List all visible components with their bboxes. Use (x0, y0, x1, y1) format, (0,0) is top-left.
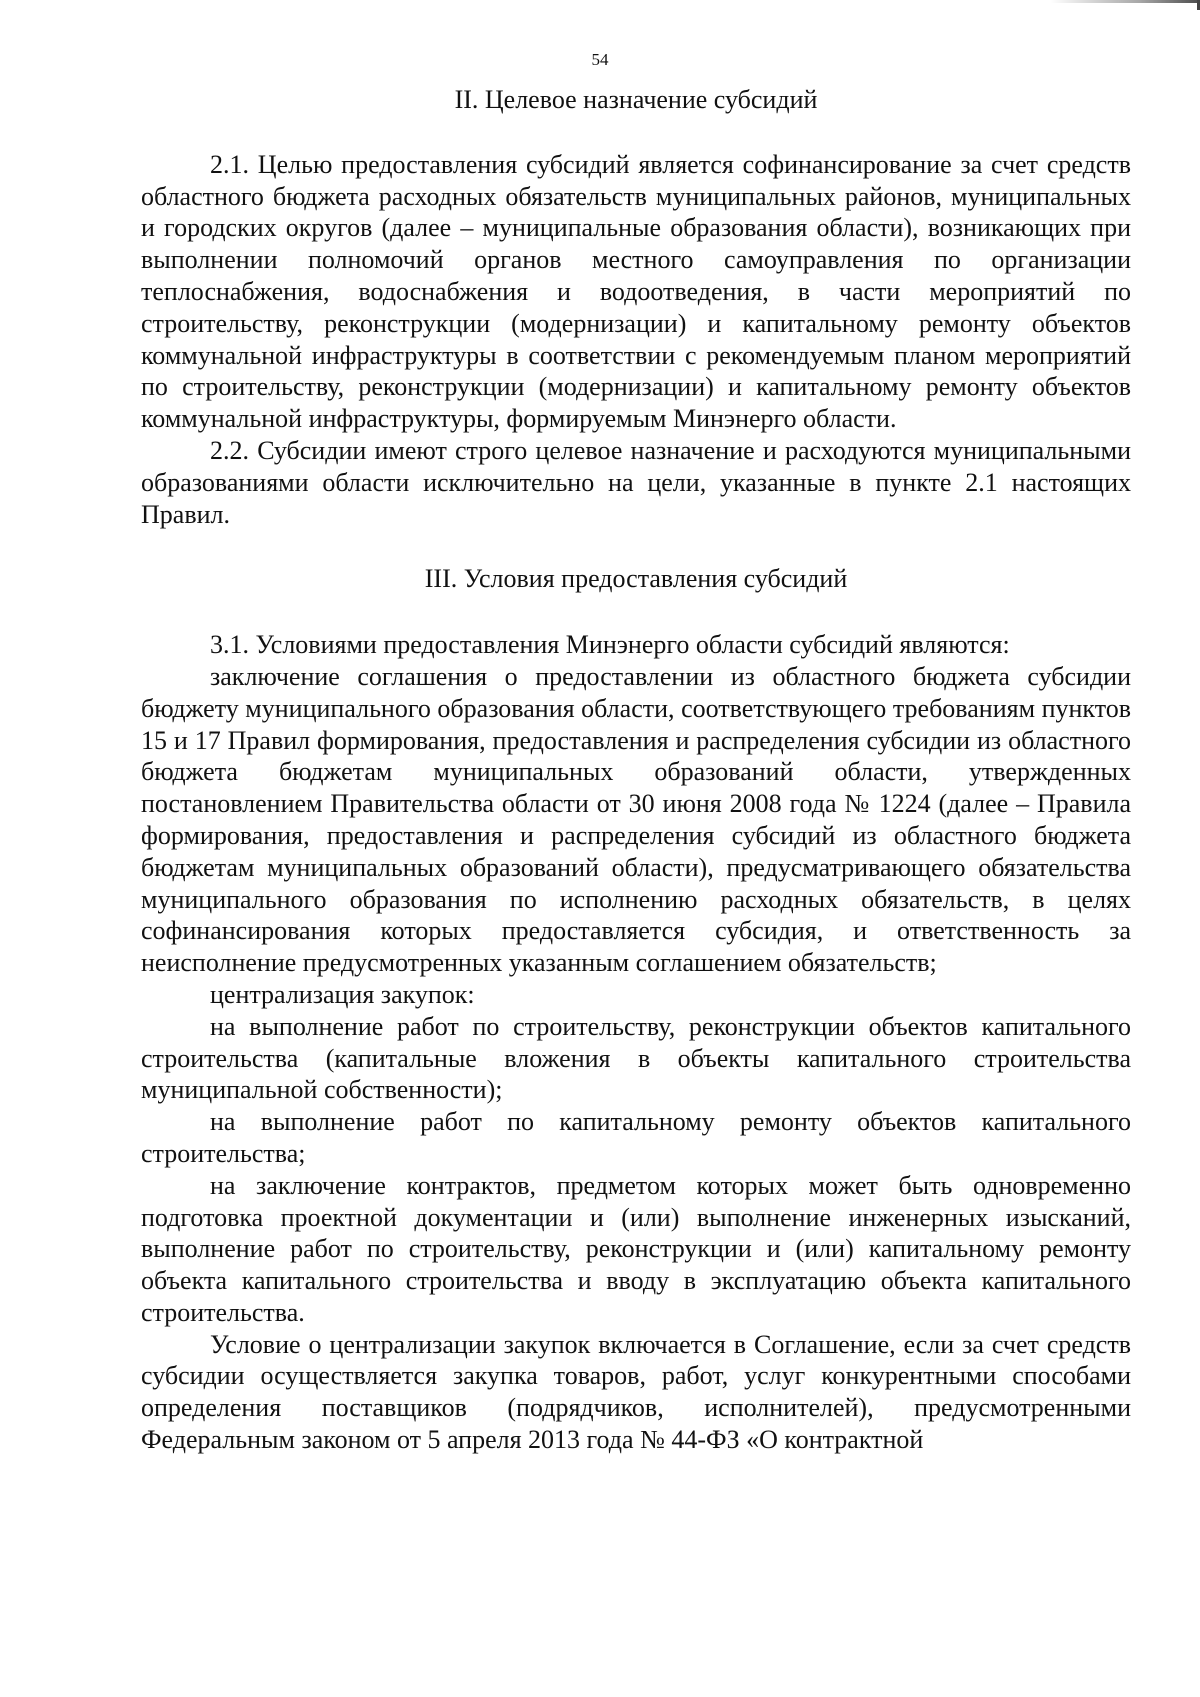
paragraph-2-2: 2.2. Субсидии имеют строго целевое назначение и расходуются муниципальными образованиями области исключительно на цели, указанные в пункте 2.1 настоящих Правил. (141, 435, 1131, 529)
paragraph-2-1: 2.1. Целью предоставления субсидий является софинансирование за счет средств областного бюджета расходных обязательств муниципальных районов, муниципальных и городских округов (далее – муниципальные образования области), возникающих при выполнении полномочий органов местного самоуправления по организации теплоснабжения, водоснабжения и водоотведения, в части мероприятий по строительству, реконструкции (модернизации) и капитальному ремонту объектов коммунальной инфраструктуры в соответствии с рекомендуемым планом мероприятий по строительству, реконструкции (модернизации) и капитальному ремонту объектов коммунальной инфраструктуры, формируемым Минэнерго области. (141, 149, 1131, 434)
paragraph-centralization: централизация закупок: (210, 979, 475, 1009)
scan-edge-mark (1050, 0, 1200, 3)
paragraph-contracts: на заключение контрактов, предметом которых может быть одновременно подготовка проектной документации и (или) выполнение инженерных изысканий, выполнение работ по строительству, реконструкции и (или) капитальному ремонту объекта капитального строительства и вводу в эксплуатацию объекта капитального строительства. (141, 1170, 1131, 1327)
document-body (141, 84, 1131, 1456)
paragraph-construction-works: на выполнение работ по строительству, реконструкции объектов капитального строительства (капитальные вложения в объекты капитального строительства муниципальной собственности); (141, 1011, 1131, 1105)
paragraph-centralization-condition: Условие о централизации закупок включается в Соглашение, если за счет средств субсидии осуществляется закупка товаров, работ, услуг конкурентными способами определения поставщиков (подрядчиков, исполнителей), предусмотренными Федеральным законом от 5 апреля 2013 года № 44-ФЗ «О контрактной (141, 1329, 1131, 1455)
paragraph-capital-repair: на выполнение работ по капитальному ремонту объектов капитального строительства; (141, 1107, 1131, 1168)
paragraph-3-1: 3.1. Условиями предоставления Минэнерго области субсидий являются: (210, 630, 1010, 660)
paragraph-agreement: заключение соглашения о предоставлении из областного бюджета субсидии бюджету муниципального образования области, соответствующего требованиям пунктов 15 и 17 Правил формирования, предоставления и распределения субсидии из областного бюджета бюджетам муниципальных образований области, утвержденных постановлением Правительства области от 30 июня 2008 года № 1224 (далее – Правила формирования, предоставления и распределения субсидий из областного бюджета бюджетам муниципальных образований области), предусматривающего обязательства муниципального образования по исполнению расходных обязательств, в целях софинансирования которых предоставляется субсидия, и ответственность за неисполнение предусмотренных указанным соглашением обязательств; (141, 661, 1131, 978)
section-3-heading: III. Условия предоставления субсидий (424, 564, 848, 594)
section-2-heading: II. Целевое назначение субсидий (454, 85, 818, 114)
page-number: 54 (591, 50, 609, 69)
